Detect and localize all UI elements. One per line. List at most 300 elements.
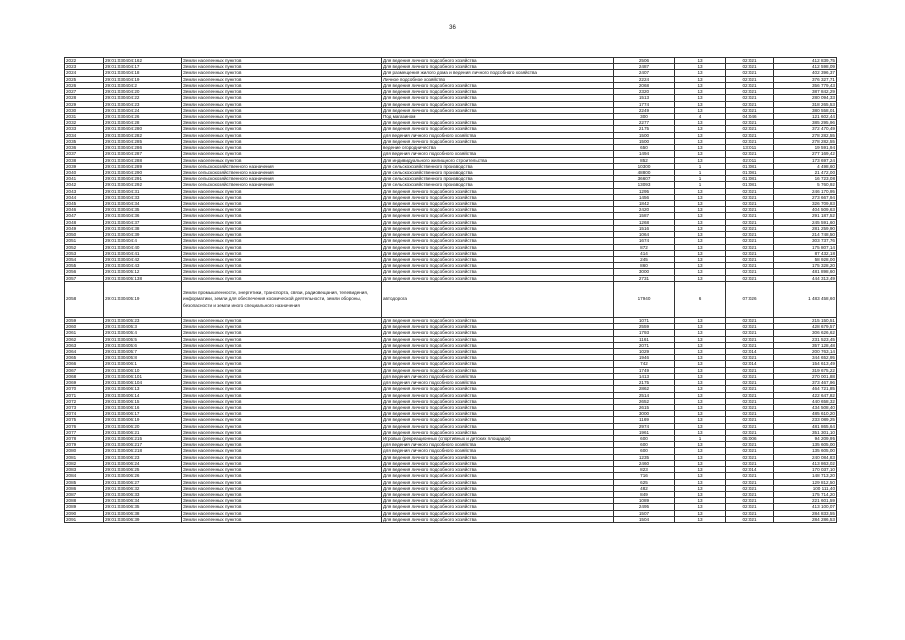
land-category-cell: Земли населенных пунктов (182, 269, 382, 275)
cadastral-value-cell: 413 863,02 (774, 460, 837, 466)
cadastral-number-cell: 29:01:030406:39 (104, 516, 182, 522)
group-code-cell: 13 (675, 126, 726, 132)
cadastral-number-cell: 29:01:030405:8 (104, 355, 182, 361)
row-number-cell: 2065 (65, 355, 104, 361)
land-category-cell: Земли населенных пунктов (182, 263, 382, 269)
use-class-cell: 01:081 (726, 163, 774, 169)
row-number-cell: 2069 (65, 380, 104, 386)
row-number-cell: 2058 (65, 281, 104, 317)
area-cell: 1749 (614, 367, 675, 373)
row-number-cell: 2052 (65, 244, 104, 250)
group-code-cell: 13 (675, 201, 726, 207)
cadastral-value-cell: 221 601,59 (774, 498, 837, 504)
permitted-use-cell: Для ведения личного подсобного хозяйства (382, 342, 614, 348)
area-cell: 482 (614, 485, 675, 491)
land-category-cell: Земли населенных пунктов (182, 213, 382, 219)
permitted-use-cell: Личное подсобное хозяйство (382, 76, 614, 82)
cadastral-value-cell: 303 737,76 (774, 238, 837, 244)
area-cell: 1064 (614, 232, 675, 238)
land-category-cell: Земли промышленности, энергетики, транспорта, связи, радиовещания, телевидения, информатики, земли для обеспечения космической деятельности, земли обороны, безопасности и земли иного специального назначения (182, 281, 382, 317)
area-cell: 600 (614, 448, 675, 454)
permitted-use-cell: Для ведения личного подсобного хозяйства (382, 473, 614, 479)
area-cell: 1413 (614, 373, 675, 379)
cadastral-number-cell: 29:01:030404:26 (104, 113, 182, 119)
cadastral-number-cell: 29:01:030404:41 (104, 250, 182, 256)
cadastral-number-cell: 29:01:030406:1 (104, 361, 182, 367)
permitted-use-cell: Для ведения личного подсобного хозяйства (382, 201, 614, 207)
permitted-use-cell: Для ведения личного подсобного хозяйства (382, 194, 614, 200)
use-class-cell: 02:021 (726, 429, 774, 435)
cadastral-number-cell: 29:01:030404:2 (104, 82, 182, 88)
group-code-cell: 1 (675, 182, 726, 188)
cadastral-value-cell: 173 697,24 (774, 157, 837, 163)
group-code-cell: 13 (675, 373, 726, 379)
cadastral-number-cell: 29:01:030404:36 (104, 213, 182, 219)
group-code-cell: 13 (675, 101, 726, 107)
row-number-cell: 2079 (65, 442, 104, 448)
land-category-cell: Земли населенных пунктов (182, 516, 382, 522)
land-category-cell: Земли населенных пунктов (182, 442, 382, 448)
group-code-cell: 1 (675, 436, 726, 442)
cadastral-number-cell: 29:01:030406:14 (104, 392, 182, 398)
area-cell: 2615 (614, 404, 675, 410)
row-number-cell: 2025 (65, 76, 104, 82)
cadastral-value-cell: 387 842,29 (774, 89, 837, 95)
cadastral-value-cell: 215 150,51 (774, 317, 837, 323)
cadastral-number-cell: 29:01:030405:138 (104, 275, 182, 281)
row-number-cell: 2047 (65, 213, 104, 219)
land-category-cell: Земли населенных пунктов (182, 257, 382, 263)
table-row (65, 281, 837, 317)
use-class-cell: 02:021 (726, 101, 774, 107)
use-class-cell: 02:021 (726, 138, 774, 144)
group-code-cell: 13 (675, 213, 726, 219)
cadastral-value-cell: 4 498,60 (774, 163, 837, 169)
cadastral-value-cell: 412 598,09 (774, 64, 837, 70)
use-class-cell: 02:021 (726, 479, 774, 485)
use-class-cell: 02:021 (726, 460, 774, 466)
group-code-cell: 1 (675, 169, 726, 175)
group-code-cell: 13 (675, 417, 726, 423)
land-category-cell: Земли населенных пунктов (182, 473, 382, 479)
use-class-cell: 02:021 (726, 132, 774, 138)
cadastral-value-cell: 376 327,71 (774, 76, 837, 82)
use-class-cell: 02:021 (726, 355, 774, 361)
cadastral-number-cell: 29:01:030404:288 (104, 157, 182, 163)
permitted-use-cell: ведение огородничества (382, 145, 614, 151)
cadastral-number-cell: 29:01:030406:26 (104, 473, 182, 479)
area-cell: 2862 (614, 386, 675, 392)
use-class-cell: 02:021 (726, 219, 774, 225)
cadastral-number-cell: 29:01:030404:4 (104, 238, 182, 244)
group-code-cell: 13 (675, 275, 726, 281)
cadastral-value-cell: 19 591,94 (774, 145, 837, 151)
permitted-use-cell: Для ведения личного подсобного хозяйства (382, 492, 614, 498)
group-code-cell: 13 (675, 380, 726, 386)
use-class-cell: 02:021 (726, 417, 774, 423)
use-class-cell: 02:021 (726, 336, 774, 342)
cadastral-number-cell: 29:01:030405:12 (104, 269, 182, 275)
group-code-cell: 13 (675, 330, 726, 336)
cadastral-value-cell: 373 467,96 (774, 380, 837, 386)
row-number-cell: 2031 (65, 113, 104, 119)
cadastral-number-cell: 29:01:030404:35 (104, 207, 182, 213)
cadastral-number-cell: 29:01:030404:19 (104, 76, 182, 82)
cadastral-value-cell: 422 647,82 (774, 392, 837, 398)
row-number-cell: 2088 (65, 498, 104, 504)
group-code-cell: 13 (675, 467, 726, 473)
cadastral-value-cell: 412 839,75 (774, 58, 837, 64)
use-class-cell: 01:081 (726, 169, 774, 175)
permitted-use-cell: Для ведения личного подсобного хозяйства (382, 510, 614, 516)
land-category-cell: Земли населенных пунктов (182, 436, 382, 442)
permitted-use-cell: Для ведения личного подсобного хозяйства (382, 404, 614, 410)
row-number-cell: 2043 (65, 188, 104, 194)
use-class-cell: 02:021 (726, 82, 774, 88)
land-category-cell: Земли населенных пунктов (182, 498, 382, 504)
row-number-cell: 2071 (65, 392, 104, 398)
cadastral-number-cell: 29:01:030404:18 (104, 70, 182, 76)
use-class-cell: 02:021 (726, 516, 774, 522)
permitted-use-cell: Для размещения жилого дома и ведения личного подсобного хозяйства (382, 70, 614, 76)
area-cell: 1089 (614, 498, 675, 504)
land-category-cell: Земли населенных пунктов (182, 324, 382, 330)
land-category-cell: Земли населенных пунктов (182, 373, 382, 379)
land-category-cell: Земли населенных пунктов (182, 232, 382, 238)
row-number-cell: 2022 (65, 58, 104, 64)
row-number-cell: 2049 (65, 225, 104, 231)
cadastral-value-cell: 464 721,85 (774, 386, 837, 392)
row-number-cell: 2041 (65, 176, 104, 182)
area-cell: 1504 (614, 516, 675, 522)
cadastral-value-cell: 175 807,14 (774, 244, 837, 250)
cadastral-number-cell: 29:01:030406:33 (104, 492, 182, 498)
group-code-cell: 13 (675, 145, 726, 151)
row-number-cell: 2036 (65, 145, 104, 151)
area-cell: 2175 (614, 126, 675, 132)
area-cell: 600 (614, 436, 675, 442)
cadastral-number-cell: 29:01:030406:35 (104, 504, 182, 510)
row-number-cell: 2086 (65, 485, 104, 491)
table-row (65, 516, 837, 522)
area-cell: 600 (614, 442, 675, 448)
permitted-use-cell: Для ведения личного подсобного хозяйства (382, 330, 614, 336)
group-code-cell: 13 (675, 411, 726, 417)
row-number-cell: 2029 (65, 101, 104, 107)
use-class-cell: 07:026 (726, 281, 774, 317)
land-category-cell: Земли населенных пунктов (182, 367, 382, 373)
cadastral-number-cell: 29:01:030406:34 (104, 498, 182, 504)
land-category-cell: Земли населенных пунктов (182, 317, 382, 323)
land-category-cell: Земли населенных пунктов (182, 275, 382, 281)
row-number-cell: 2028 (65, 95, 104, 101)
permitted-use-cell: Для ведения личного подсобного хозяйства (382, 423, 614, 429)
land-category-cell: Земли населенных пунктов (182, 225, 382, 231)
cadastral-number-cell: 29:01:030406:23 (104, 454, 182, 460)
group-code-cell: 13 (675, 58, 726, 64)
row-number-cell: 2087 (65, 492, 104, 498)
use-class-cell: 02:021 (726, 120, 774, 126)
use-class-cell: 02:021 (726, 95, 774, 101)
area-cell: 1674 (614, 238, 675, 244)
cadastral-value-cell: 281 259,90 (774, 225, 837, 231)
use-class-cell: 02:021 (726, 225, 774, 231)
use-class-cell: 02:021 (726, 107, 774, 113)
group-code-cell: 13 (675, 70, 726, 76)
group-code-cell: 13 (675, 442, 726, 448)
land-category-cell: Земли населенных пунктов (182, 107, 382, 113)
cadastral-value-cell: 214 748,50 (774, 232, 837, 238)
cadastral-value-cell: 170 037,10 (774, 467, 837, 473)
cadastral-number-cell: 29:01:030404:42 (104, 257, 182, 263)
cadastral-value-cell: 240 084,83 (774, 454, 837, 460)
area-cell: 1507 (614, 510, 675, 516)
area-cell: 742 (614, 361, 675, 367)
cadastral-number-cell: 29:01:030404:43 (104, 263, 182, 269)
land-category-cell: Земли населенных пунктов (182, 355, 382, 361)
permitted-use-cell: Для ведения личного подсобного хозяйства (382, 138, 614, 144)
permitted-use-cell: Для ведения личного подсобного хозяйства (382, 336, 614, 342)
cadastral-value-cell: 291 187,52 (774, 213, 837, 219)
cadastral-value-cell: 380 558,01 (774, 107, 837, 113)
cadastral-value-cell: 135 605,00 (774, 442, 837, 448)
land-category-cell: Земли населенных пунктов (182, 188, 382, 194)
area-cell: 2068 (614, 82, 675, 88)
group-code-cell: 13 (675, 232, 726, 238)
permitted-use-cell: Для ведения личного подсобного хозяйства (382, 257, 614, 263)
area-cell: 2175 (614, 380, 675, 386)
cadastral-number-cell: 29:01:030404:162 (104, 58, 182, 64)
use-class-cell: 02:021 (726, 442, 774, 448)
use-class-cell: 02:021 (726, 386, 774, 392)
permitted-use-cell: Для ведения личного подсобного хозяйства (382, 238, 614, 244)
area-cell: 1494 (614, 151, 675, 157)
area-cell: 1513 (614, 95, 675, 101)
area-cell: 852 (614, 157, 675, 163)
permitted-use-cell: Для ведения личного подсобного хозяйства (382, 107, 614, 113)
row-number-cell: 2064 (65, 348, 104, 354)
row-number-cell: 2038 (65, 157, 104, 163)
row-number-cell: 2062 (65, 336, 104, 342)
use-class-cell: 02:021 (726, 317, 774, 323)
use-class-cell: 05:006 (726, 436, 774, 442)
land-category-cell: Земли населенных пунктов (182, 448, 382, 454)
row-number-cell: 2055 (65, 263, 104, 269)
land-category-cell: Земли населенных пунктов (182, 361, 382, 367)
cadastral-number-cell: 29:01:030404:24 (104, 107, 182, 113)
row-number-cell: 2072 (65, 398, 104, 404)
land-category-cell: Земли населенных пунктов (182, 207, 382, 213)
cadastral-number-cell: 29:01:030404:34 (104, 201, 182, 207)
group-code-cell: 13 (675, 244, 726, 250)
cadastral-value-cell: 233 089,25 (774, 417, 837, 423)
cadastral-value-cell: 16 723,08 (774, 176, 837, 182)
cadastral-value-cell: 402 396,37 (774, 70, 837, 76)
cadastral-value-cell: 434 508,40 (774, 404, 837, 410)
group-code-cell: 13 (675, 120, 726, 126)
permitted-use-cell: для ведения личного подсобного хозяйства (382, 373, 614, 379)
land-category-cell: Земли населенных пунктов (182, 467, 382, 473)
use-class-cell: 02:021 (726, 380, 774, 386)
permitted-use-cell: Для индивидуального жилищного строительства (382, 157, 614, 163)
row-number-cell: 2090 (65, 510, 104, 516)
land-category-cell: Земли населенных пунктов (182, 485, 382, 491)
row-number-cell: 2068 (65, 373, 104, 379)
group-code-cell: 13 (675, 207, 726, 213)
row-number-cell: 2085 (65, 479, 104, 485)
use-class-cell: 02:021 (726, 504, 774, 510)
cadastral-value-cell: 200 763,14 (774, 348, 837, 354)
cadastral-number-cell: 29:01:030405:3 (104, 324, 182, 330)
area-cell: 3000 (614, 411, 675, 417)
use-class-cell: 02:021 (726, 404, 774, 410)
permitted-use-cell: Для ведения личного подсобного хозяйства (382, 263, 614, 269)
use-class-cell: 02:021 (726, 411, 774, 417)
group-code-cell: 13 (675, 386, 726, 392)
land-category-cell: Земли населенных пунктов (182, 342, 382, 348)
area-cell: 1268 (614, 219, 675, 225)
use-class-cell: 02:021 (726, 269, 774, 275)
area-cell: 2506 (614, 58, 675, 64)
land-category-cell: Земли населенных пунктов (182, 95, 382, 101)
page-number: 36 (449, 25, 456, 31)
area-cell: 1071 (614, 317, 675, 323)
cadastral-value-cell: 284 833,55 (774, 510, 837, 516)
group-code-cell: 13 (675, 257, 726, 263)
area-cell: 3000 (614, 269, 675, 275)
permitted-use-cell: Для ведения личного подсобного хозяйства (382, 504, 614, 510)
cadastral-value-cell: 428 679,57 (774, 324, 837, 330)
cadastral-number-cell: 29:01:030404:33 (104, 194, 182, 200)
cadastral-number-cell: 29:01:030406:10 (104, 367, 182, 373)
land-category-cell: Земли населенных пунктов (182, 429, 382, 435)
row-number-cell: 2070 (65, 386, 104, 392)
area-cell: 2249 (614, 107, 675, 113)
cadastral-number-cell: 29:01:030404:28 (104, 120, 182, 126)
permitted-use-cell: Для ведения личного подсобного хозяйства (382, 213, 614, 219)
cadastral-value-cell: 129 812,50 (774, 479, 837, 485)
use-class-cell: 02:014 (726, 348, 774, 354)
area-cell: 414 (614, 250, 675, 256)
area-cell: 2224 (614, 76, 675, 82)
cadastral-value-cell: 5 760,92 (774, 182, 837, 188)
group-code-cell: 13 (675, 460, 726, 466)
group-code-cell: 13 (675, 504, 726, 510)
cadastral-number-cell: 29:01:030404:39 (104, 232, 182, 238)
permitted-use-cell: Для сельскохозяйственного производства (382, 182, 614, 188)
group-code-cell: 13 (675, 194, 726, 200)
land-category-cell: Земли населенных пунктов (182, 219, 382, 225)
cadastral-number-cell: 29:01:030405:4 (104, 330, 182, 336)
cadastral-value-cell: 277 169,42 (774, 151, 837, 157)
group-code-cell: 13 (675, 348, 726, 354)
land-category-cell: Земли населенных пунктов (182, 82, 382, 88)
use-class-cell: 04:046 (726, 113, 774, 119)
cadastral-number-cell: 29:01:030406:25 (104, 467, 182, 473)
cadastral-value-cell: 154 613,49 (774, 361, 837, 367)
use-class-cell: 02:021 (726, 510, 774, 516)
cadastral-value-cell: 319 675,22 (774, 367, 837, 373)
permitted-use-cell: Для ведения личного подсобного хозяйства (382, 89, 614, 95)
group-code-cell: 13 (675, 64, 726, 70)
permitted-use-cell: Для ведения личного подсобного хозяйства (382, 454, 614, 460)
use-class-cell: 02:021 (726, 492, 774, 498)
use-class-cell: 02:011 (726, 157, 774, 163)
area-cell: 245 (614, 257, 675, 263)
cadastral-value-cell: 245 591,60 (774, 219, 837, 225)
permitted-use-cell: Для ведения личного подсобного хозяйства (382, 516, 614, 522)
cadastral-number-cell: 29:01:030404:17 (104, 64, 182, 70)
group-code-cell: 13 (675, 492, 726, 498)
permitted-use-cell: Для ведения личного подсобного хозяйства (382, 219, 614, 225)
use-class-cell: 02:021 (726, 423, 774, 429)
area-cell: 2071 (614, 342, 675, 348)
permitted-use-cell: Для ведения личного подсобного хозяйства (382, 348, 614, 354)
cadastral-number-cell: 29:01:030406:13 (104, 386, 182, 392)
group-code-cell: 13 (675, 324, 726, 330)
row-number-cell: 2035 (65, 138, 104, 144)
area-cell: 1029 (614, 348, 675, 354)
cadastral-number-cell: 29:01:030404:40 (104, 244, 182, 250)
group-code-cell: 13 (675, 132, 726, 138)
row-number-cell: 2063 (65, 342, 104, 348)
land-category-cell: Земли населенных пунктов (182, 510, 382, 516)
group-code-cell: 13 (675, 269, 726, 275)
cadastral-value-cell: 351 301,10 (774, 429, 837, 435)
land-category-cell: Земли населенных пунктов (182, 201, 382, 207)
group-code-cell: 13 (675, 151, 726, 157)
row-number-cell: 2051 (65, 238, 104, 244)
row-number-cell: 2083 (65, 467, 104, 473)
land-category-cell: Земли населенных пунктов (182, 411, 382, 417)
row-number-cell: 2081 (65, 454, 104, 460)
cadastral-number-cell: 29:01:030406:20 (104, 423, 182, 429)
permitted-use-cell: Для ведения личного подсобного хозяйства (382, 64, 614, 70)
cadastral-number-cell: 29:01:030404:291 (104, 176, 182, 182)
group-code-cell: 13 (675, 76, 726, 82)
use-class-cell: 02:021 (726, 454, 774, 460)
permitted-use-cell: Для ведения личного подсобного хозяйства (382, 232, 614, 238)
use-class-cell: 02:021 (726, 324, 774, 330)
land-category-cell: Земли населенных пунктов (182, 454, 382, 460)
area-cell: 1500 (614, 138, 675, 144)
cadastral-value-cell: 404 509,63 (774, 207, 837, 213)
use-class-cell: 01:081 (726, 176, 774, 182)
use-class-cell: 02:021 (726, 263, 774, 269)
area-cell: 823 (614, 467, 675, 473)
permitted-use-cell: Для ведения личного подсобного хозяйства (382, 498, 614, 504)
use-class-cell: 02:021 (726, 244, 774, 250)
permitted-use-cell: Для сельскохозяйственного производства (382, 169, 614, 175)
land-category-cell: Земли населенных пунктов (182, 238, 382, 244)
cadastral-number-cell: 29:01:030404:20 (104, 89, 182, 95)
land-category-cell: Земли населенных пунктов (182, 336, 382, 342)
area-cell: 2320 (614, 89, 675, 95)
permitted-use-cell: для ведения личного подсобного хозяйства (382, 151, 614, 157)
row-number-cell: 2030 (65, 107, 104, 113)
permitted-use-cell: Для ведения личного подсобного хозяйства (382, 207, 614, 213)
permitted-use-cell: Для ведения личного подсобного хозяйства (382, 95, 614, 101)
use-class-cell: 01:081 (726, 182, 774, 188)
area-cell: 2514 (614, 392, 675, 398)
group-code-cell: 13 (675, 82, 726, 88)
use-class-cell: 02:021 (726, 257, 774, 263)
permitted-use-cell: Под магазином (382, 113, 614, 119)
cadastral-number-cell: 29:01:030404:31 (104, 188, 182, 194)
cadastral-value-cell: 306 626,62 (774, 330, 837, 336)
area-cell: 48800 (614, 169, 675, 175)
cadastral-number-cell: 29:01:030404:292 (104, 182, 182, 188)
